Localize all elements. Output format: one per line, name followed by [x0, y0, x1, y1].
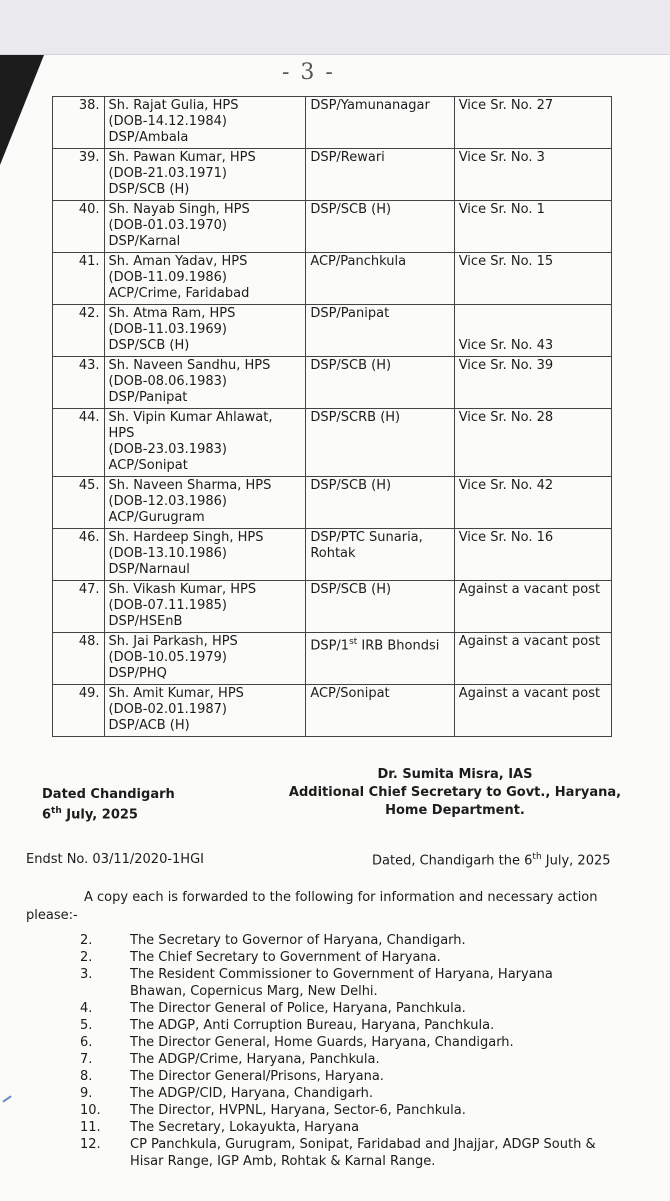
- vice-remark-line: Vice Sr. No. 1: [458, 202, 545, 217]
- officer-details-line: ACP/Gurugram: [108, 510, 205, 525]
- officer-details-line: Sh. Amit Kumar, HPS: [108, 686, 244, 701]
- officer-details-cell: [104, 529, 306, 581]
- posted-to-line: DSP/1st IRB Bhondsi: [310, 637, 440, 654]
- officer-details-line: Sh. Rajat Gulia, HPS: [108, 98, 239, 113]
- officer-details-cell: [104, 97, 306, 149]
- endorsement-date: Dated, Chandigarh the 6th July, 2025: [372, 852, 611, 869]
- vice-remark-line: Vice Sr. No. 39: [458, 358, 554, 373]
- vice-remark-cell: [454, 685, 611, 737]
- officer-department: Home Department.: [385, 803, 525, 818]
- recipient-number: 7.: [80, 1052, 93, 1067]
- vice-remark-line: Vice Sr. No. 43: [458, 338, 554, 353]
- recipient-number: 5.: [80, 1018, 93, 1033]
- serial-number: 38.: [53, 97, 105, 149]
- officer-details-line: DSP/Karnal: [108, 234, 181, 249]
- officer-details-cell: [104, 149, 306, 201]
- table-row: [53, 253, 612, 305]
- table-row: [53, 685, 612, 737]
- officer-details-cell: [104, 201, 306, 253]
- officer-details-line: (DOB-08.06.1983): [108, 374, 227, 389]
- vice-remark-cell: [454, 529, 611, 581]
- forward-paragraph: [26, 889, 626, 925]
- posted-to-cell: [306, 97, 454, 149]
- officer-details-line: Sh. Pawan Kumar, HPS: [108, 150, 256, 165]
- recipient-number: 9.: [80, 1086, 93, 1101]
- officer-name: Dr. Sumita Misra, IAS: [377, 767, 533, 782]
- recipient-text: The ADGP/CID, Haryana, Chandigarh.: [130, 1086, 374, 1101]
- officer-details-line: (DOB-10.05.1979): [108, 650, 227, 665]
- table-row: [53, 529, 612, 581]
- vice-remark-line: Against a vacant post: [458, 582, 601, 597]
- officer-details-line: (DOB-14.12.1984): [108, 114, 227, 129]
- posted-to-line: DSP/PTC Sunaria,: [310, 530, 423, 545]
- serial-number: 40.: [53, 201, 105, 253]
- vice-remark-cell: [454, 477, 611, 529]
- table-row: [53, 97, 612, 149]
- officer-details-line: Sh. Vikash Kumar, HPS: [108, 582, 257, 597]
- vice-remark-line: Against a vacant post: [458, 634, 601, 649]
- vice-remark-line: [459, 322, 607, 338]
- posted-to-line: DSP/SCB (H): [310, 582, 392, 597]
- officer-details-line: Sh. Atma Ram, HPS: [108, 306, 236, 321]
- list-item: [80, 1102, 600, 1119]
- list-item: [80, 1119, 600, 1136]
- recipient-text: The ADGP/Crime, Haryana, Panchkula.: [130, 1052, 380, 1067]
- signing-officer: [280, 766, 630, 820]
- officer-details-line: Sh. Hardeep Singh, HPS: [108, 530, 264, 545]
- officer-details-line: DSP/SCB (H): [108, 338, 190, 353]
- table-row: [53, 357, 612, 409]
- serial-number: 41.: [53, 253, 105, 305]
- recipient-number: 2.: [80, 933, 93, 948]
- recipient-number: 6.: [80, 1035, 93, 1050]
- table-row: [53, 409, 612, 477]
- officer-details-line: (DOB-21.03.1971): [108, 166, 227, 181]
- officer-details-line: DSP/SCB (H): [108, 182, 190, 197]
- serial-number: 49.: [53, 685, 105, 737]
- officer-details-cell: [104, 305, 306, 357]
- viewer-top-bar: [0, 0, 670, 55]
- posted-to-cell: [306, 201, 454, 253]
- posted-to-line: DSP/SCB (H): [310, 358, 392, 373]
- posted-to-cell: [306, 529, 454, 581]
- recipient-text: The Secretary, Lokayukta, Haryana: [130, 1120, 360, 1135]
- list-item: [80, 932, 600, 949]
- posted-to-line: DSP/SCRB (H): [310, 410, 401, 425]
- table-row: [53, 201, 612, 253]
- forward-line-1: A copy each is forwarded to the following for information and necessary action: [84, 890, 598, 905]
- officer-details-line: Sh. Jai Parkash, HPS: [108, 634, 238, 649]
- posted-to-cell: [306, 581, 454, 633]
- officer-details-line: DSP/Ambala: [108, 130, 189, 145]
- officer-details-cell: [104, 477, 306, 529]
- dated-place: [42, 786, 175, 823]
- posted-to-cell: [306, 477, 454, 529]
- vice-remark-cell: [454, 633, 611, 685]
- officer-details-line: (DOB-11.03.1969): [108, 322, 227, 337]
- officer-details-line: (DOB-07.11.1985): [108, 598, 227, 613]
- officer-details-line: Sh. Naveen Sharma, HPS: [108, 478, 272, 493]
- officer-details-line: ACP/Sonipat: [108, 458, 188, 473]
- posted-to-cell: [306, 253, 454, 305]
- dated-line-1: Dated Chandigarh: [42, 787, 175, 802]
- recipient-text: The Director General/Prisons, Haryana.: [130, 1069, 384, 1084]
- recipient-text: CP Panchkula, Gurugram, Sonipat, Faridabad and Jhajjar, ADGP South & Hisar Range, IGP Amb, Rohtak & Karnal Range.: [130, 1137, 596, 1169]
- serial-number: 43.: [53, 357, 105, 409]
- posted-to-cell: [306, 149, 454, 201]
- posted-to-cell: [306, 409, 454, 477]
- recipient-text: The Director General of Police, Haryana, Panchkula.: [130, 1001, 466, 1016]
- dated-line-2: 6th July, 2025: [42, 806, 138, 823]
- serial-number: 42.: [53, 305, 105, 357]
- officer-details-line: HPS: [108, 426, 135, 441]
- recipient-number: 3.: [80, 967, 93, 982]
- list-item: [80, 1085, 600, 1102]
- page-corner-shadow: [0, 55, 44, 165]
- posted-to-cell: [306, 685, 454, 737]
- officer-details-line: Sh. Naveen Sandhu, HPS: [108, 358, 271, 373]
- serial-number: 44.: [53, 409, 105, 477]
- officer-details-line: DSP/PHQ: [108, 666, 167, 681]
- vice-remark-cell: [454, 149, 611, 201]
- list-item: [80, 1034, 600, 1051]
- officer-details-line: Sh. Aman Yadav, HPS: [108, 254, 248, 269]
- table-row: [53, 633, 612, 685]
- list-item: [80, 949, 600, 966]
- recipient-text: The Secretary to Governor of Haryana, Chandigarh.: [130, 933, 466, 948]
- vice-remark-line: Vice Sr. No. 15: [458, 254, 554, 269]
- posted-to-line: DSP/Yamunanagar: [310, 98, 430, 113]
- posted-to-cell: [306, 633, 454, 685]
- posted-to-line: DSP/SCB (H): [310, 202, 392, 217]
- officer-designation: Additional Chief Secretary to Govt., Haryana,: [288, 785, 622, 800]
- vice-remark-line: Vice Sr. No. 3: [458, 150, 545, 165]
- officer-details-line: DSP/ACB (H): [108, 718, 190, 733]
- vice-remark-line: Vice Sr. No. 16: [458, 530, 554, 545]
- officer-details-cell: [104, 633, 306, 685]
- officer-details-line: (DOB-01.03.1970): [108, 218, 227, 233]
- table-row: [53, 149, 612, 201]
- vice-remark-line: Against a vacant post: [458, 686, 601, 701]
- recipient-number: 2.: [80, 950, 93, 965]
- endorsement-number: Endst No. 03/11/2020-1HGI: [26, 852, 204, 867]
- vice-remark-cell: [454, 357, 611, 409]
- posted-to-line: ACP/Sonipat: [310, 686, 390, 701]
- recipient-text: The Director, HVPNL, Haryana, Sector-6, Panchkula.: [130, 1103, 466, 1118]
- recipient-list: [80, 932, 600, 1170]
- list-item: [80, 1051, 600, 1068]
- posted-to-line: ACP/Panchkula: [310, 254, 407, 269]
- vice-remark-cell: [454, 97, 611, 149]
- officer-details-line: (DOB-23.03.1983): [108, 442, 227, 457]
- posted-to-line: DSP/SCB (H): [310, 478, 392, 493]
- list-item: [80, 1136, 600, 1170]
- recipient-text: The ADGP, Anti Corruption Bureau, Haryana, Panchkula.: [130, 1018, 495, 1033]
- officer-details-line: ACP/Crime, Faridabad: [108, 286, 250, 301]
- posted-to-line: Rohtak: [310, 546, 356, 561]
- table-row: [53, 305, 612, 357]
- recipient-text: The Chief Secretary to Government of Haryana.: [130, 950, 441, 965]
- recipient-text: The Director General, Home Guards, Haryana, Chandigarh.: [130, 1035, 514, 1050]
- list-item: [80, 1068, 600, 1085]
- list-item: [80, 1017, 600, 1034]
- officer-details-line: (DOB-13.10.1986): [108, 546, 227, 561]
- officer-details-cell: [104, 357, 306, 409]
- recipient-text: The Resident Commissioner to Government of Haryana, Haryana Bhawan, Copernicus Marg, New Delhi.: [130, 967, 553, 999]
- recipient-number: 10.: [80, 1103, 101, 1118]
- list-item: [80, 1000, 600, 1017]
- officer-details-cell: [104, 685, 306, 737]
- officer-details-line: (DOB-02.01.1987): [108, 702, 227, 717]
- officer-details-line: DSP/HSEnB: [108, 614, 183, 629]
- vice-remark-cell: [454, 409, 611, 477]
- recipient-number: 12.: [80, 1137, 101, 1152]
- posted-to-line: DSP/Rewari: [310, 150, 385, 165]
- vice-remark-line: Vice Sr. No. 27: [458, 98, 554, 113]
- officer-details-cell: [104, 409, 306, 477]
- recipient-number: 11.: [80, 1120, 101, 1135]
- serial-number: 46.: [53, 529, 105, 581]
- officer-details-line: (DOB-12.03.1986): [108, 494, 227, 509]
- vice-remark-cell: [454, 581, 611, 633]
- officer-details-line: DSP/Narnaul: [108, 562, 190, 577]
- recipient-number: 8.: [80, 1069, 93, 1084]
- page-number: - 3 -: [282, 60, 335, 85]
- transfer-table: [52, 96, 612, 737]
- table-row: [53, 581, 612, 633]
- recipient-number: 4.: [80, 1001, 93, 1016]
- vice-remark-line: Vice Sr. No. 28: [458, 410, 554, 425]
- posted-to-line: DSP/Panipat: [310, 306, 390, 321]
- vice-remark-cell: [454, 201, 611, 253]
- vice-remark-line: [459, 306, 607, 322]
- officer-details-cell: [104, 581, 306, 633]
- vice-remark-cell: [454, 253, 611, 305]
- serial-number: 48.: [53, 633, 105, 685]
- officer-details-line: (DOB-11.09.1986): [108, 270, 227, 285]
- serial-number: 39.: [53, 149, 105, 201]
- officer-details-line: DSP/Panipat: [108, 390, 188, 405]
- officer-details-line: Sh. Nayab Singh, HPS: [108, 202, 250, 217]
- officer-details-line: Sh. Vipin Kumar Ahlawat,: [108, 410, 273, 425]
- posted-to-cell: [306, 305, 454, 357]
- list-item: [80, 966, 600, 1000]
- officer-details-cell: [104, 253, 306, 305]
- posted-to-cell: [306, 357, 454, 409]
- table-row: [53, 477, 612, 529]
- vice-remark-cell: [454, 305, 611, 357]
- serial-number: 47.: [53, 581, 105, 633]
- vice-remark-line: Vice Sr. No. 42: [458, 478, 554, 493]
- forward-line-2: please:-: [26, 908, 78, 923]
- serial-number: 45.: [53, 477, 105, 529]
